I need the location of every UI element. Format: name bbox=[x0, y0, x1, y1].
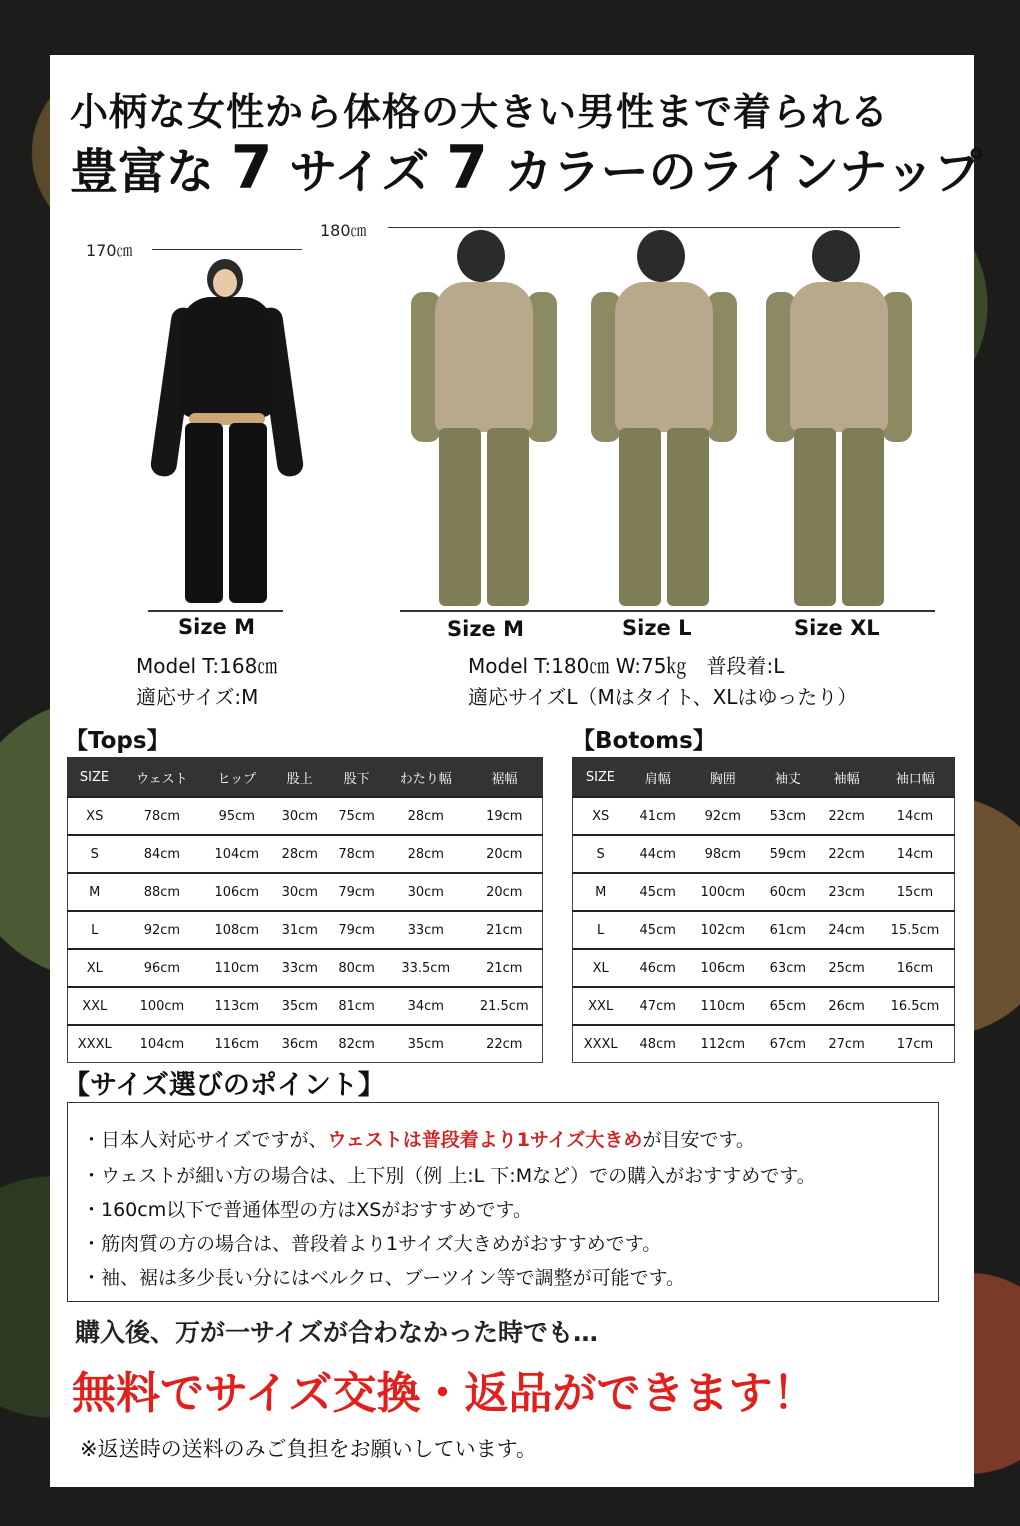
table-cell: S bbox=[68, 835, 122, 873]
table-cell: 98cm bbox=[687, 835, 758, 873]
table-cell: 14cm bbox=[876, 797, 955, 835]
table-cell: L bbox=[573, 911, 629, 949]
table-cell: 36cm bbox=[271, 1025, 328, 1063]
table-row bbox=[573, 797, 955, 835]
table-cell: 45cm bbox=[628, 911, 687, 949]
tops-header-cell: 股上 bbox=[271, 758, 328, 798]
table-cell: 15.5cm bbox=[876, 911, 955, 949]
table-cell: 79cm bbox=[328, 911, 385, 949]
bottoms-header-cell: 袖口幅 bbox=[876, 758, 955, 798]
table-cell: 100cm bbox=[687, 873, 758, 911]
table-row bbox=[573, 1025, 955, 1063]
table-cell: 22cm bbox=[467, 1025, 543, 1063]
table-row bbox=[573, 911, 955, 949]
female-height-label: 170㎝ bbox=[86, 241, 133, 260]
points-box bbox=[67, 1102, 939, 1302]
tops-size-table bbox=[67, 757, 543, 1063]
female-model-info: Model T:168㎝ 適応サイズ:M bbox=[136, 654, 278, 709]
table-cell: XXXL bbox=[573, 1025, 629, 1063]
table-cell: 16.5cm bbox=[876, 987, 955, 1025]
table-cell: 78cm bbox=[328, 835, 385, 873]
table-cell: 27cm bbox=[817, 1025, 876, 1063]
table-cell: XXXL bbox=[68, 1025, 122, 1063]
table-cell: 110cm bbox=[687, 987, 758, 1025]
table-cell: XXL bbox=[68, 987, 122, 1025]
table-cell: M bbox=[68, 873, 122, 911]
table-cell: S bbox=[573, 835, 629, 873]
male-height-label: 180㎝ bbox=[320, 221, 367, 240]
table-cell: 35cm bbox=[271, 987, 328, 1025]
table-cell: 108cm bbox=[202, 911, 271, 949]
table-cell: 28cm bbox=[271, 835, 328, 873]
table-cell: 102cm bbox=[687, 911, 758, 949]
tops-header-cell: ヒップ bbox=[202, 758, 271, 798]
table-cell: M bbox=[573, 873, 629, 911]
table-row bbox=[68, 835, 543, 873]
table-cell: 75cm bbox=[328, 797, 385, 835]
table-row bbox=[573, 835, 955, 873]
male-floor-line bbox=[400, 610, 935, 612]
table-cell: 48cm bbox=[628, 1025, 687, 1063]
female-model-figure bbox=[145, 255, 310, 605]
table-cell: 22cm bbox=[817, 797, 876, 835]
table-cell: 60cm bbox=[758, 873, 817, 911]
female-floor-line bbox=[148, 610, 283, 612]
table-cell: 31cm bbox=[271, 911, 328, 949]
table-row bbox=[573, 873, 955, 911]
headline-line1: 小柄な女性から体格の大きい男性まで着られる bbox=[70, 90, 890, 134]
content-panel bbox=[50, 55, 983, 1487]
table-cell: 79cm bbox=[328, 873, 385, 911]
exchange-lead: 購入後、万が一サイズが合わなかった時でも… bbox=[75, 1318, 599, 1347]
bottoms-header-cell: 胸囲 bbox=[687, 758, 758, 798]
exchange-main: 無料でサイズ交換・返品ができます！ bbox=[72, 1368, 817, 1419]
table-row bbox=[573, 949, 955, 987]
table-row bbox=[68, 987, 543, 1025]
table-cell: 30cm bbox=[271, 873, 328, 911]
male-model-figure-m bbox=[405, 230, 565, 608]
table-cell: 14cm bbox=[876, 835, 955, 873]
bottoms-header-cell: 袖丈 bbox=[758, 758, 817, 798]
table-row bbox=[68, 1025, 543, 1063]
table-cell: 33cm bbox=[271, 949, 328, 987]
table-cell: 21cm bbox=[467, 949, 543, 987]
table-cell: 100cm bbox=[122, 987, 203, 1025]
male-size-label-xl: Size XL bbox=[794, 616, 880, 640]
table-cell: 45cm bbox=[628, 873, 687, 911]
table-cell: 20cm bbox=[467, 873, 543, 911]
table-cell: 30cm bbox=[385, 873, 467, 911]
tops-header-cell: わたり幅 bbox=[385, 758, 467, 798]
tops-header-cell: SIZE bbox=[68, 758, 122, 798]
table-cell: XL bbox=[573, 949, 629, 987]
bottoms-header-cell: SIZE bbox=[573, 758, 629, 798]
table-cell: XS bbox=[573, 797, 629, 835]
tops-title: 【Tops】 bbox=[65, 728, 170, 754]
table-cell: 96cm bbox=[122, 949, 203, 987]
table-cell: 82cm bbox=[328, 1025, 385, 1063]
table-cell: 116cm bbox=[202, 1025, 271, 1063]
table-cell: 78cm bbox=[122, 797, 203, 835]
table-cell: 26cm bbox=[817, 987, 876, 1025]
point-2: ・ウェストが細い方の場合は、上下別（例 上:L 下:Mなど）での購入がおすすめです。 bbox=[82, 1165, 816, 1187]
table-row bbox=[68, 797, 543, 835]
table-cell: 104cm bbox=[202, 835, 271, 873]
table-cell: 92cm bbox=[687, 797, 758, 835]
table-cell: 21.5cm bbox=[467, 987, 543, 1025]
table-cell: 23cm bbox=[817, 873, 876, 911]
table-cell: 20cm bbox=[467, 835, 543, 873]
table-cell: 104cm bbox=[122, 1025, 203, 1063]
male-size-label-m: Size M bbox=[447, 617, 524, 641]
bottoms-size-table bbox=[572, 757, 955, 1063]
table-cell: 67cm bbox=[758, 1025, 817, 1063]
table-cell: 113cm bbox=[202, 987, 271, 1025]
table-cell: 61cm bbox=[758, 911, 817, 949]
headline-line2: 豊富な 7 サイズ 7 カラーのラインナップ bbox=[70, 133, 983, 203]
table-cell: 47cm bbox=[628, 987, 687, 1025]
table-cell: 30cm bbox=[271, 797, 328, 835]
table-cell: XS bbox=[68, 797, 122, 835]
table-cell: 15cm bbox=[876, 873, 955, 911]
table-cell: 33cm bbox=[385, 911, 467, 949]
male-size-label-l: Size L bbox=[622, 616, 692, 640]
table-cell: 24cm bbox=[817, 911, 876, 949]
table-cell: 41cm bbox=[628, 797, 687, 835]
points-title: 【サイズ選びのポイント】 bbox=[63, 1070, 385, 1101]
exchange-note: ※返送時の送料のみご負担をお願いしています。 bbox=[80, 1437, 537, 1461]
table-cell: 53cm bbox=[758, 797, 817, 835]
bottoms-title: 【Botoms】 bbox=[572, 728, 716, 754]
table-cell: 35cm bbox=[385, 1025, 467, 1063]
bottoms-header-cell: 肩幅 bbox=[628, 758, 687, 798]
point-1-highlight: ウェストは普段着より1サイズ大きめ bbox=[327, 1129, 643, 1151]
table-cell: 110cm bbox=[202, 949, 271, 987]
female-height-line bbox=[152, 249, 302, 250]
table-cell: 106cm bbox=[687, 949, 758, 987]
table-cell: 106cm bbox=[202, 873, 271, 911]
table-cell: 95cm bbox=[202, 797, 271, 835]
male-model-figure-l bbox=[585, 230, 745, 608]
table-cell: 17cm bbox=[876, 1025, 955, 1063]
table-cell: 21cm bbox=[467, 911, 543, 949]
female-size-label: Size M bbox=[178, 615, 255, 639]
table-cell: 88cm bbox=[122, 873, 203, 911]
table-cell: L bbox=[68, 911, 122, 949]
table-cell: 65cm bbox=[758, 987, 817, 1025]
point-4: ・筋肉質の方の場合は、普段着より1サイズ大きめがおすすめです。 bbox=[82, 1233, 662, 1255]
table-cell: 22cm bbox=[817, 835, 876, 873]
point-3: ・160cm以下で普通体型の方はXSがおすすめです。 bbox=[82, 1199, 532, 1221]
tops-table-header bbox=[68, 758, 543, 798]
male-model-info: Model T:180㎝ W:75㎏ 普段着:L 適応サイズL（Mはタイト、XLはゆったり） bbox=[468, 654, 858, 709]
table-cell: 28cm bbox=[385, 797, 467, 835]
point-1: ・日本人対応サイズですが、ウェストは普段着より1サイズ大きめが目安です。 bbox=[82, 1129, 755, 1151]
table-row bbox=[68, 949, 543, 987]
table-cell: 81cm bbox=[328, 987, 385, 1025]
tops-header-cell: ウェスト bbox=[122, 758, 203, 798]
male-model-figure-xl bbox=[760, 230, 920, 608]
table-cell: XL bbox=[68, 949, 122, 987]
table-cell: 16cm bbox=[876, 949, 955, 987]
table-cell: XXL bbox=[573, 987, 629, 1025]
male-height-line bbox=[388, 227, 900, 228]
table-cell: 19cm bbox=[467, 797, 543, 835]
table-cell: 46cm bbox=[628, 949, 687, 987]
point-5: ・袖、裾は多少長い分にはベルクロ、ブーツイン等で調整が可能です。 bbox=[82, 1267, 686, 1289]
table-cell: 92cm bbox=[122, 911, 203, 949]
tops-header-cell: 股下 bbox=[328, 758, 385, 798]
table-row bbox=[68, 873, 543, 911]
tops-header-cell: 裾幅 bbox=[467, 758, 543, 798]
table-cell: 28cm bbox=[385, 835, 467, 873]
bottoms-table-header bbox=[573, 758, 955, 798]
bottoms-header-cell: 袖幅 bbox=[817, 758, 876, 798]
table-cell: 44cm bbox=[628, 835, 687, 873]
table-cell: 80cm bbox=[328, 949, 385, 987]
table-cell: 112cm bbox=[687, 1025, 758, 1063]
table-cell: 63cm bbox=[758, 949, 817, 987]
table-row bbox=[573, 987, 955, 1025]
table-cell: 25cm bbox=[817, 949, 876, 987]
table-cell: 33.5cm bbox=[385, 949, 467, 987]
table-cell: 59cm bbox=[758, 835, 817, 873]
table-cell: 34cm bbox=[385, 987, 467, 1025]
table-row bbox=[68, 911, 543, 949]
table-cell: 84cm bbox=[122, 835, 203, 873]
